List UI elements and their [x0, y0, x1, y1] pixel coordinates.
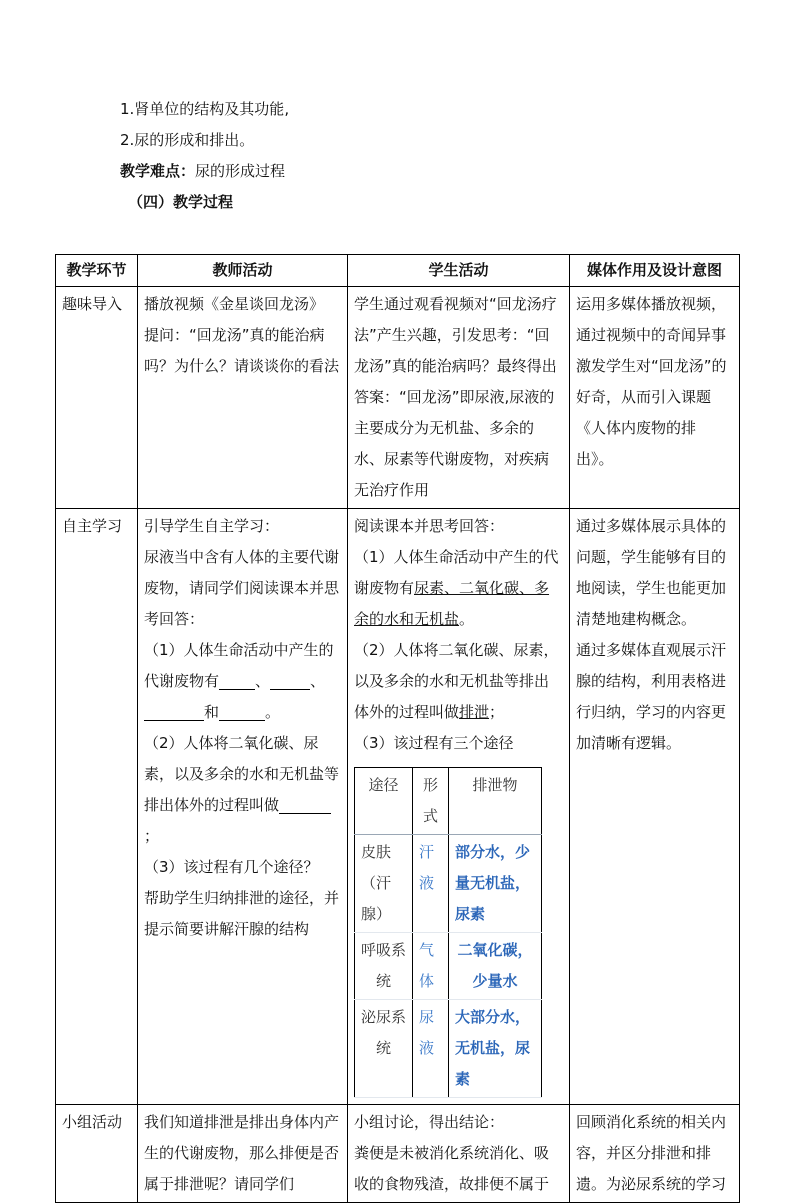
media-text: 通过多媒体展示具体的问题，学生能够有目的地阅读，学生也能更加清楚地建构概念。	[576, 517, 727, 628]
stage-cell: 自主学习	[56, 509, 138, 1105]
separator: 、	[255, 672, 271, 690]
punctuation: ；	[489, 703, 505, 721]
media-cell: 运用多媒体播放视频，通过视频中的奇闻异事激发学生对“回龙汤”的好奇，从而引入课题《人体内废物的排出》。	[570, 287, 740, 509]
answer-blank	[270, 668, 310, 690]
excretion-routes-table	[354, 767, 542, 1098]
mini-row	[355, 1000, 542, 1098]
answer-blank	[219, 668, 255, 690]
teacher-text: 引导学生自主学习：	[144, 517, 280, 535]
answer-underlined: 尿素、二氧化碳、多余的水和无机盐	[354, 579, 550, 628]
stage-cell: 小组活动	[56, 1105, 138, 1203]
separator: 、	[310, 672, 326, 690]
header-teacher: 教师活动	[138, 255, 348, 287]
teacher-question-2	[144, 728, 341, 852]
teacher-cell: 我们知道排泄是排出身体内产生的代谢废物，那么排便是否属于排泄呢？请同学们	[138, 1105, 348, 1203]
media-text: 通过多媒体直观展示汗腺的结构，利用表格进行归纳，学习的内容更加清晰有逻辑。	[576, 641, 727, 752]
student-cell	[348, 509, 570, 1105]
mini-cell: 部分水，少量无机盐，尿素	[449, 835, 542, 933]
question-text: （2）人体将二氧化碳、尿素，以及多余的水和无机盐等排出体外的过程叫做	[144, 734, 340, 814]
teacher-question-1	[144, 635, 341, 728]
teacher-question-3: （3）该过程有几个途径？	[144, 858, 319, 876]
answer-blank	[279, 792, 331, 814]
section-heading: （四）教学过程	[128, 193, 234, 211]
punctuation: 。	[459, 610, 475, 628]
mini-cell: 呼吸系统	[355, 933, 413, 1000]
header-student: 学生活动	[348, 255, 570, 287]
table-row	[56, 287, 740, 509]
table-header-row	[56, 255, 740, 287]
mini-row	[355, 933, 542, 1000]
answer-blank	[219, 699, 265, 721]
mini-header: 形式	[413, 768, 449, 835]
student-answer-1	[354, 542, 563, 635]
student-text: 粪便是未被消化系统消化、吸收的食物残渣，故排便不属于	[354, 1144, 550, 1193]
mini-header-row	[355, 768, 542, 835]
answer-text: （1）人体生命活动中产生的代谢废物有	[354, 548, 559, 597]
mini-cell: 尿液	[413, 1000, 449, 1098]
answer-text: （2）人体将二氧化碳、尿素，以及多余的水和无机盐等排出体外的过程叫做	[354, 641, 559, 721]
mini-cell: 大部分水，无机盐，尿素	[449, 1000, 542, 1098]
student-text: 阅读课本并思考回答：	[354, 517, 505, 535]
answer-blank	[144, 699, 204, 721]
media-cell: 回顾消化系统的相关内容，并区分排泄和排遗。为泌尿系统的学习	[570, 1105, 740, 1203]
header-stage: 教学环节	[56, 255, 138, 287]
teacher-text: 尿液当中含有人体的主要代谢废物，请同学们阅读课本并思考回答：	[144, 548, 340, 628]
teacher-text: 帮助学生归纳排泄的途径，并提示简要讲解汗腺的结构	[144, 889, 340, 938]
mini-cell: 皮肤（汗腺）	[355, 835, 413, 933]
objective-1: 1.肾单位的结构及其功能,	[120, 100, 290, 118]
objective-2: 2.尿的形成和排出。	[120, 131, 255, 149]
mini-cell: 气体	[413, 933, 449, 1000]
header-media: 媒体作用及设计意图	[570, 255, 740, 287]
difficulty-line	[120, 156, 289, 187]
mini-header: 途径	[355, 768, 413, 835]
answer-underlined: 排泄	[459, 703, 490, 721]
difficulty-text: 尿的形成过程	[195, 162, 286, 180]
connector: 和	[204, 703, 220, 721]
mini-row	[355, 835, 542, 933]
teaching-process-table	[55, 254, 740, 1203]
punctuation: 。	[265, 703, 281, 721]
mini-header: 排泄物	[449, 768, 542, 835]
stage-cell: 趣味导入	[56, 287, 138, 509]
student-answer-2	[354, 635, 563, 728]
table-row	[56, 1105, 740, 1203]
difficulty-label: 教学难点：	[120, 162, 196, 180]
mini-cell: 泌尿系统	[355, 1000, 413, 1098]
media-cell	[570, 509, 740, 1105]
table-row	[56, 509, 740, 1105]
teacher-cell	[138, 509, 348, 1105]
student-answer-3: （3）该过程有三个途径	[354, 734, 514, 752]
question-text: （1）人体生命活动中产生的代谢废物有	[144, 641, 334, 690]
teacher-cell	[138, 287, 348, 509]
mini-cell: 二氧化碳，少量水	[449, 933, 542, 1000]
punctuation: ；	[144, 827, 160, 845]
teacher-text: 播放视频《金星谈回龙汤》	[144, 295, 325, 313]
mini-cell: 汗液	[413, 835, 449, 933]
student-cell: 学生通过观看视频对“回龙汤疗法”产生兴趣，引发思考：“回龙汤”真的能治病吗？最终得出答案：“回龙汤”即尿液,尿液的主要成分为无机盐、多余的水、尿素等代谢废物，对疾病无治疗作用	[348, 287, 570, 509]
student-text: 小组讨论，得出结论：	[354, 1113, 505, 1131]
teacher-text: 提问：“回龙汤”真的能治病吗？为什么？请谈谈你的看法	[144, 326, 340, 375]
student-cell	[348, 1105, 570, 1203]
intro-section	[120, 94, 289, 218]
